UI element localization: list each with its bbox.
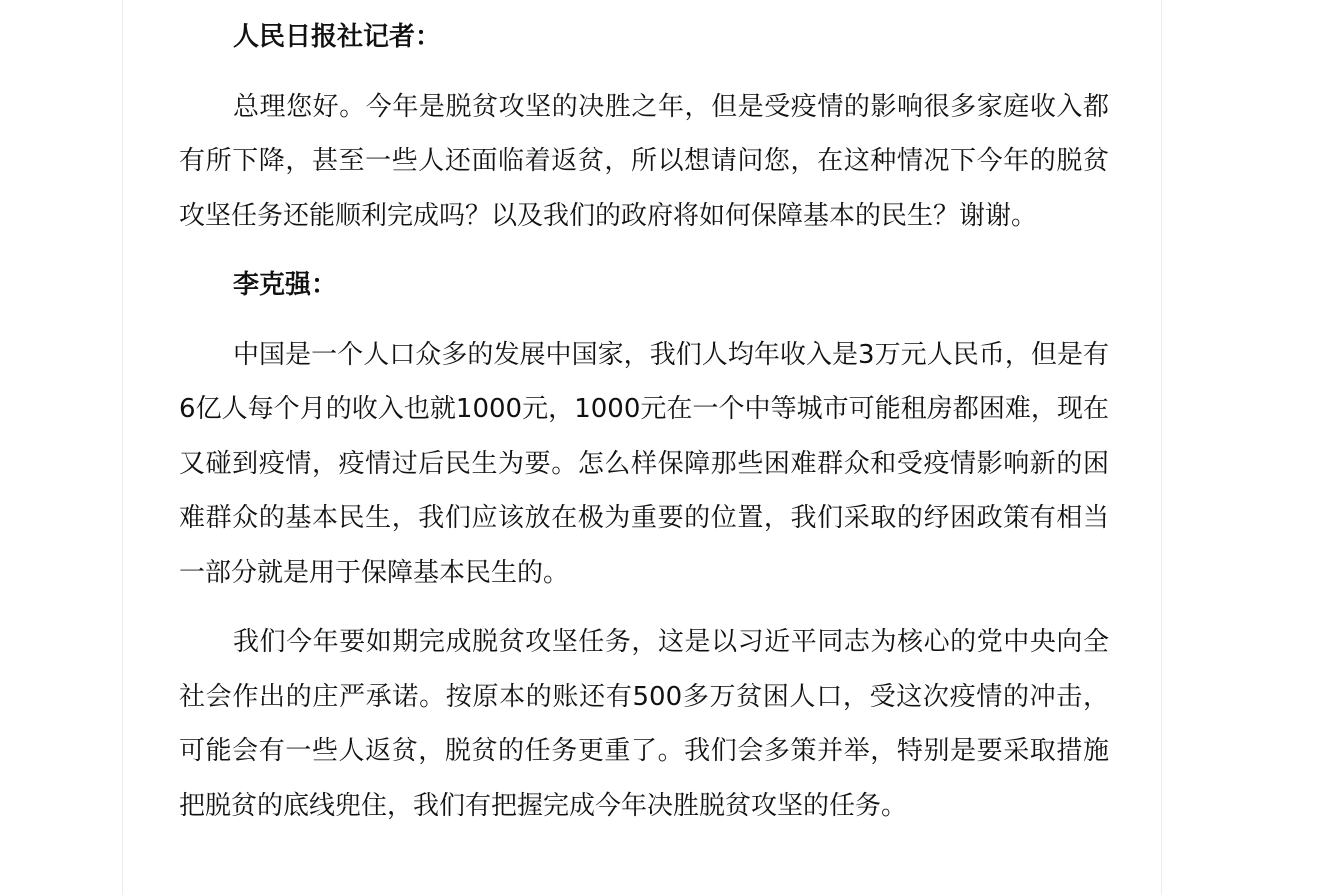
speaker-reporter: 人民日报社记者： (233, 22, 442, 52)
document-page (122, 0, 1162, 895)
article-body (179, 10, 1109, 848)
question-paragraph: 总理您好。今年是脱贫攻坚的决胜之年，但是受疫情的影响很多家庭收入都有所下降，甚至一些人还面临着返贫，所以想请问您，在这种情况下今年的脱贫攻坚任务还能顺利完成吗？以及我们的政府将如何保障基本的民生？谢谢。 (179, 91, 1109, 231)
answer-paragraph-2: 我们今年要如期完成脱贫攻坚任务，这是以习近平同志为核心的党中央向全社会作出的庄严承诺。按原本的账还有500多万贫困人口，受这次疫情的冲击，可能会有一些人返贫，脱贫的任务更重了。我们会多策并举，特别是要采取措施把脱贫的底线兜住，我们有把握完成今年决胜脱贫攻坚的任务。 (179, 627, 1109, 821)
answer-paragraph-1: 中国是一个人口众多的发展中国家，我们人均年收入是3万元人民币，但是有6亿人每个月的收入也就1000元，1000元在一个中等城市可能租房都困难，现在又碰到疫情，疫情过后民生为要。怎么样保障那些困难群众和受疫情影响新的困难群众的基本民生，我们应该放在极为重要的位置，我们采取的纾困政策有相当一部分就是用于保障基本民生的。 (179, 339, 1109, 588)
speaker-premier: 李克强： (233, 270, 338, 300)
